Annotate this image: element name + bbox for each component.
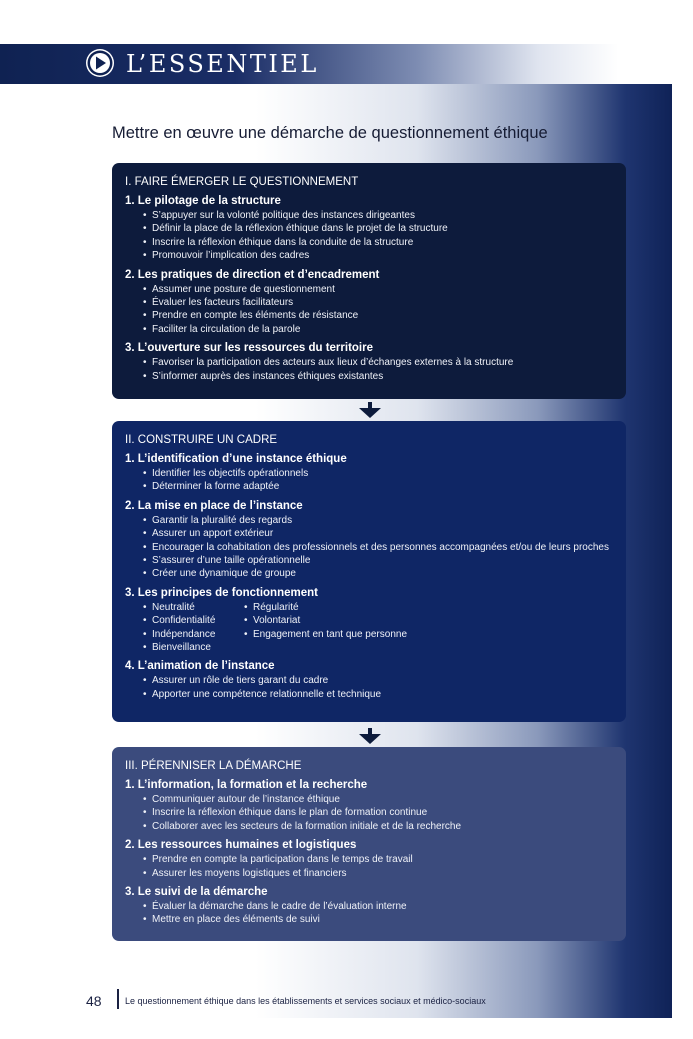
subsection-title: 3. Les principes de fonctionnement [125, 586, 318, 599]
section-faire-emerger [112, 163, 626, 399]
principles-column [244, 601, 614, 655]
list-item: • Bienveillance [143, 641, 244, 654]
item-list [125, 356, 614, 383]
subsection-title: 1. L’identification d’une instance éthique [125, 453, 347, 465]
subsection-title: 2. Les ressources humaines et logistiques [125, 839, 357, 852]
list-item: • Collaborer avec les secteurs de la formation initiale et de la recherche [143, 820, 614, 833]
list-item: • Assurer un apport extérieur [143, 527, 614, 540]
principles-grid [125, 601, 614, 655]
item-list [125, 209, 614, 263]
list-item: • Inscrire la réflexion éthique dans la conduite de la structure [143, 236, 614, 249]
section-title: III. PÉRENNISER LA DÉMARCHE [125, 760, 302, 772]
play-icon [86, 49, 114, 77]
section-title: II. CONSTRUIRE UN CADRE [125, 434, 278, 446]
subsection-title: 4. L’animation de l’instance [125, 660, 275, 673]
list-item: • Déterminer la forme adaptée [143, 480, 614, 493]
list-item: • S’informer auprès des instances éthiques existantes [143, 370, 614, 383]
item-list [125, 283, 614, 337]
page-number: 48 [86, 993, 102, 1009]
item-list [125, 900, 614, 927]
list-item: • Inscrire la réflexion éthique dans le plan de formation continue [143, 806, 614, 819]
principles-column [143, 601, 244, 655]
list-item: • Favoriser la participation des acteurs aux lieux d’échanges externes à la structure [143, 356, 614, 369]
list-item: • Créer une dynamique de groupe [143, 567, 614, 580]
item-list [125, 793, 614, 833]
list-item: • Neutralité [143, 601, 244, 614]
list-item: • Indépendance [143, 628, 244, 641]
list-item: • Communiquer autour de l’instance éthique [143, 793, 614, 806]
list-item: • Assurer un rôle de tiers garant du cadre [143, 674, 614, 687]
subsection-title: 3. L’ouverture sur les ressources du territoire [125, 342, 373, 355]
list-item: • Assurer les moyens logistiques et financiers [143, 867, 614, 880]
section-title: I. FAIRE ÉMERGER LE QUESTIONNEMENT [125, 176, 359, 188]
subsection-title: 2. Les pratiques de direction et d’encadrement [125, 268, 380, 281]
section-perenniser [112, 747, 626, 941]
essentiel-banner [0, 44, 672, 84]
list-item: • Promouvoir l’implication des cadres [143, 249, 614, 262]
list-item: • S’assurer d’une taille opérationnelle [143, 554, 614, 567]
list-item: • Volontariat [244, 614, 614, 627]
item-list [125, 514, 614, 581]
list-item: • Engagement en tant que personne [244, 628, 614, 641]
list-item: • Identifier les objectifs opérationnels [143, 467, 614, 480]
item-list [125, 853, 614, 880]
list-item: • Prendre en compte les éléments de résistance [143, 309, 614, 322]
list-item: • Prendre en compte la participation dans le temps de travail [143, 853, 614, 866]
list-item: • Confidentialité [143, 614, 244, 627]
footer-divider [117, 989, 119, 1009]
arrow-down-icon [358, 728, 382, 744]
document-title: Mettre en œuvre une démarche de questionnement éthique [112, 124, 548, 142]
list-item: • Garantir la pluralité des regards [143, 514, 614, 527]
item-list [125, 467, 614, 494]
subsection-title: 1. L’information, la formation et la recherche [125, 779, 368, 791]
list-item: • Régularité [244, 601, 614, 614]
list-item: • Évaluer la démarche dans le cadre de l’évaluation interne [143, 900, 614, 913]
subsection-title: 2. La mise en place de l’instance [125, 499, 303, 512]
list-item: • Mettre en place des éléments de suivi [143, 913, 614, 926]
arrow-down-icon [358, 402, 382, 418]
list-item: • Faciliter la circulation de la parole [143, 323, 614, 336]
section-construire-cadre [112, 421, 626, 722]
list-item: • Assumer une posture de questionnement [143, 283, 614, 296]
footer-running-title: Le questionnement éthique dans les établissements et services sociaux et médico-sociaux [125, 996, 486, 1006]
list-item: • Évaluer les facteurs facilitateurs [143, 296, 614, 309]
list-item: • S’appuyer sur la volonté politique des instances dirigeantes [143, 209, 614, 222]
banner-title: L’ESSENTIEL [126, 50, 319, 78]
subsection-title: 3. Le suivi de la démarche [125, 886, 268, 899]
list-item: • Encourager la cohabitation des professionnels et des personnes accompagnées et/ou de leurs proches [143, 541, 614, 554]
subsection-title: 1. Le pilotage de la structure [125, 195, 281, 207]
list-item: • Apporter une compétence relationnelle et technique [143, 688, 614, 701]
list-item: • Définir la place de la réflexion éthique dans le projet de la structure [143, 222, 614, 235]
item-list [125, 674, 614, 701]
